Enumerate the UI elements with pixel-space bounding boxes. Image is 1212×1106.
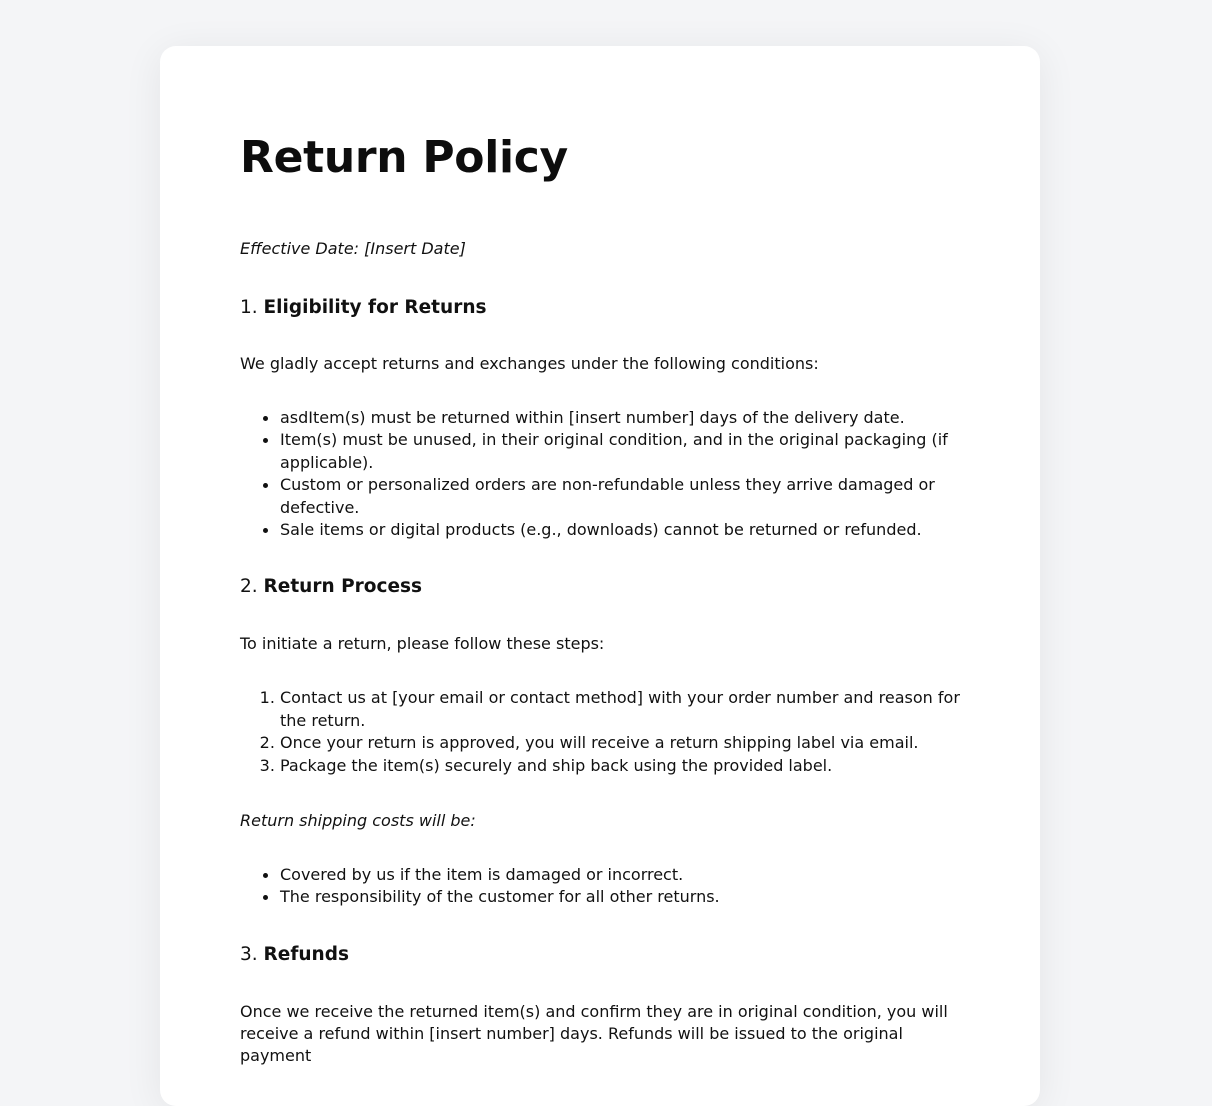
page-title: Return Policy <box>240 132 568 183</box>
list-item: • Item(s) must be unused, in their original condition, and in the original packaging (if applicable). <box>280 429 970 474</box>
list-item: • Custom or personalized orders are non-refundable unless they arrive damaged or defective. <box>280 474 970 519</box>
section-number: 3. <box>240 943 258 965</box>
section-number: 1. <box>240 297 258 318</box>
section-title: Refunds <box>263 943 349 965</box>
section-title: Eligibility for Returns <box>263 297 487 318</box>
list-item: • asdItem(s) must be returned within [insert number] days of the delivery date. <box>280 407 970 429</box>
effective-date: Effective Date: [Insert Date] <box>240 239 466 258</box>
section-heading-refunds <box>240 942 970 968</box>
section-intro: We gladly accept returns and exchanges under the following conditions: <box>240 354 819 373</box>
section-heading-return-process <box>240 574 970 600</box>
eligibility-list <box>240 407 970 541</box>
shipping-costs-list <box>240 864 970 909</box>
section-intro: Once we receive the returned item(s) and confirm they are in original condition, you will receive a refund within [insert number] days. Refunds will be issued to the original payment <box>240 1001 948 1065</box>
list-item: • Covered by us if the item is damaged or incorrect. <box>280 864 970 886</box>
list-item: 2. Once your return is approved, you will receive a return shipping label via email. <box>280 732 970 754</box>
section-heading-eligibility <box>240 295 970 321</box>
list-item: 1. Contact us at [your email or contact method] with your order number and reason for the return. <box>280 687 970 732</box>
return-steps-list <box>240 687 970 777</box>
shipping-note: Return shipping costs will be: <box>240 811 476 831</box>
section-intro: To initiate a return, please follow these steps: <box>240 634 605 654</box>
list-item: • Sale items or digital products (e.g., downloads) cannot be returned or refunded. <box>280 519 970 541</box>
list-item: • The responsibility of the customer for all other returns. <box>280 886 970 908</box>
document-content <box>240 130 970 1067</box>
section-number: 2. <box>240 576 258 598</box>
list-item: 3. Package the item(s) securely and ship back using the provided label. <box>280 755 970 777</box>
section-title: Return Process <box>263 576 423 598</box>
document-page <box>160 46 1040 1106</box>
